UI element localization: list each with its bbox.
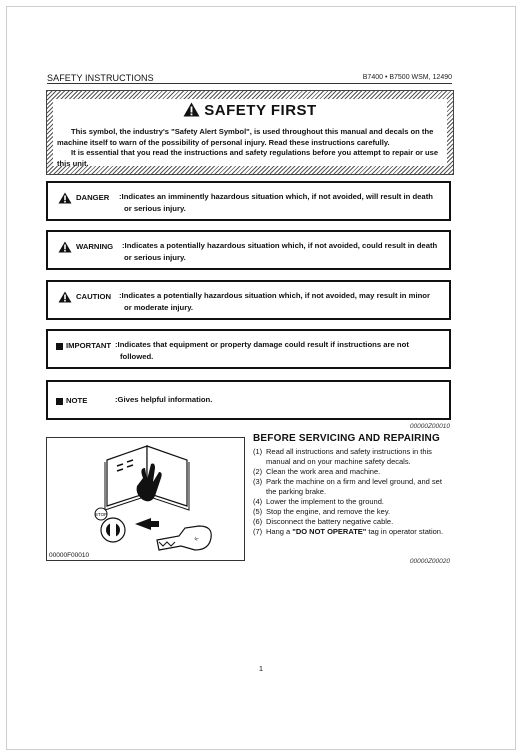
- note-text: :Gives helpful information.: [115, 395, 213, 404]
- alert-triangle-icon: [58, 291, 72, 303]
- reference-code-bottom: 00000Z00020: [409, 558, 450, 565]
- manual-and-key-illustration: [47, 438, 244, 560]
- note-notice: [46, 380, 451, 420]
- header-divider: [47, 83, 452, 84]
- before-servicing-list: [253, 447, 452, 537]
- list-item: (5) Stop the engine, and remove the key.: [253, 507, 391, 516]
- list-item: (1) Read all instructions and safety instructions in this manual and on your machine safety decals.: [253, 447, 432, 466]
- manual-stop-key-figure: [46, 437, 245, 561]
- safety-first-paragraph-1: This symbol, the industry's "Safety Alert Symbol", is used throughout this manual and decals on the machine itself to warn of the possibility of personal injury. Read these instructions carefully.: [57, 127, 434, 147]
- reference-code-top: 00000Z00010: [409, 423, 450, 430]
- important-label: IMPORTANT: [66, 341, 112, 350]
- safety-first-title: SAFETY FIRST: [53, 102, 447, 119]
- page-number: 1: [258, 664, 264, 673]
- safety-first-panel: [46, 90, 454, 175]
- caution-text-line-2: or moderate injury.: [124, 303, 194, 312]
- list-item: (7) Hang a "DO NOT OPERATE" tag in operator station.: [253, 527, 444, 536]
- list-item: (4) Lower the implement to the ground.: [253, 497, 384, 506]
- danger-text-line-1: :Indicates an imminently hazardous situation which, if not avoided, will result in death: [119, 192, 433, 201]
- important-notice: [46, 329, 451, 369]
- caution-text-line-1: :Indicates a potentially hazardous situation which, if not avoided, may result in minor: [119, 291, 430, 300]
- black-square-icon: [56, 398, 63, 405]
- caution-label: CAUTION: [76, 292, 112, 301]
- list-item: (2) Clean the work area and machine.: [253, 467, 381, 476]
- before-servicing-title: BEFORE SERVICING AND REPAIRING: [253, 433, 440, 444]
- svg-text:K: K: [193, 536, 201, 542]
- warning-label: WARNING: [76, 242, 114, 251]
- caution-notice: [46, 280, 451, 320]
- manual-id: B7400 • B7500 WSM, 12490: [362, 74, 452, 81]
- alert-triangle-icon: [58, 241, 72, 253]
- warning-notice: [46, 230, 451, 270]
- warning-text-line-1: :Indicates a potentially hazardous situation which, if not avoided, could result in death: [122, 241, 438, 250]
- do-not-operate-text: "DO NOT OPERATE": [292, 527, 367, 536]
- figure-code: 00000F00010: [49, 552, 90, 559]
- list-item: (6) Disconnect the battery negative cable.: [253, 517, 394, 526]
- safety-first-paragraph-2: It is essential that you read the instructions and safety regulations before you attempt to repair or use this unit.: [57, 148, 439, 168]
- important-text-line-2: followed.: [120, 352, 154, 361]
- stop-label: STOP: [94, 512, 108, 517]
- black-square-icon: [56, 343, 63, 350]
- warning-text-line-2: or serious injury.: [124, 253, 186, 262]
- danger-text-line-2: or serious injury.: [124, 204, 186, 213]
- danger-notice: [46, 181, 451, 221]
- danger-label: DANGER: [76, 193, 110, 202]
- note-label: NOTE: [66, 396, 88, 405]
- list-item: (3) Park the machine on a firm and level ground, and set the parking brake.: [253, 477, 442, 496]
- important-text-line-1: :Indicates that equipment or property damage could result if instructions are not: [115, 340, 409, 349]
- section-header: SAFETY INSTRUCTIONS: [47, 73, 154, 83]
- alert-triangle-icon: [58, 192, 72, 204]
- alert-triangle-icon: [183, 102, 200, 117]
